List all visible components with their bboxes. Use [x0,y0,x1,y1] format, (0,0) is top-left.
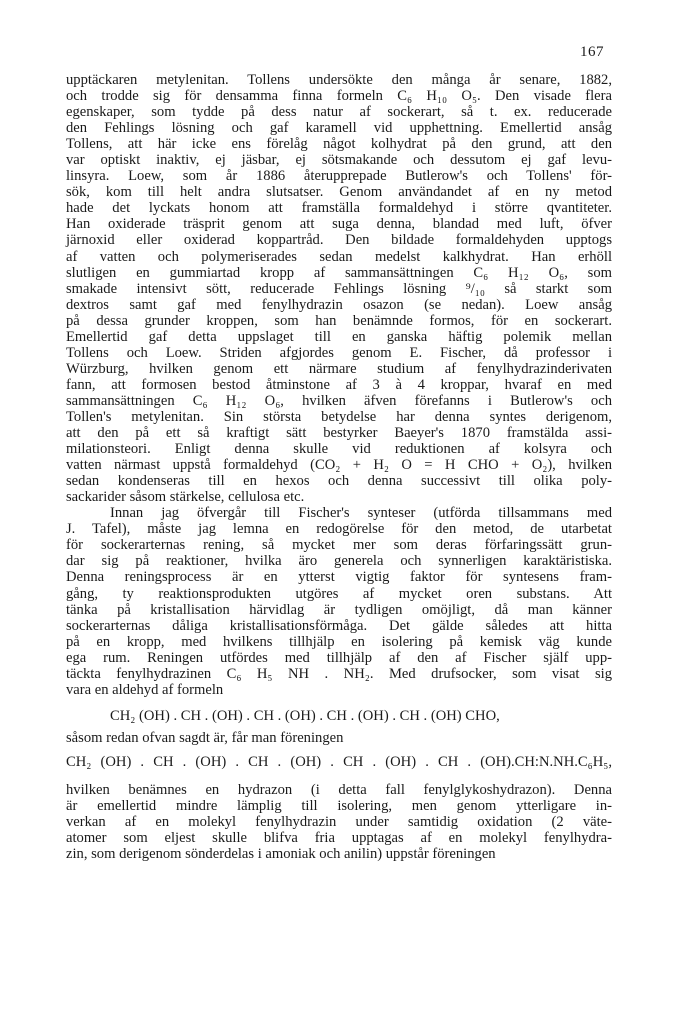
text-line: Tollens, att här icke ens förelåg något kolhydrat på den grund, att den [66,136,612,153]
text-line: sammansättningen C₆ H₁₂ O₆, hvilken äfven förefanns i Butlerow's och [66,392,612,409]
text-line: tänka på kristallisation härvidlag är tydligen omöjligt, då man känner [66,601,612,618]
text-line: hvilken benämnes en hydrazon (i detta fall fenylglykoshydrazon). Denna [66,781,612,798]
formula-hydrazon: CH₂ (OH) . CH . (OH) . CH . (OH) . CH . (OH) . CH . (OH).CH:N.NH.C₆H₅, [66,753,612,770]
text-line: och trodde sig för densamma finna formeln C₆ H₁₀ O₅. Den visade flera [66,88,612,105]
text-line: ega rum. Reningen utfördes med tillhjälp af den af Fischer själf upp- [66,649,612,666]
text-line: Tollen's metylenitan. Sin största betydelse har denna syntes derigenom, [66,408,612,425]
text-line: sedan kondenseras till en hexos och denna successivt till olika poly- [66,473,612,490]
text-line: vatten närmast uppstå formaldehyd (CO₂ + H₂ O = H CHO + O₂), hvilken [66,457,612,474]
text-line: Tollens och Loew. Striden afgjordes genom E. Fischer, då professor i [66,344,612,361]
text-line: af vatten och polymeriserades sedan medelst kalkhydrat. Han erhöll [66,248,612,265]
text-line: för sockerarternas rening, så mycket mer som deras förfaringssätt grun- [66,537,612,554]
text-line: milationsteori. Enligt denna skulle vid reduktionen af kolsyra och [66,441,612,458]
text-line: gång, ty reaktionsprodukten utgöres af mycket oren substans. Att [66,585,612,602]
text-line: Innan jag öfvergår till Fischer's synteser (utförda tillsammans med [110,505,612,522]
text-line: sockerarternas dåliga kristallisationsförmåga. Det gälde således att hitta [66,617,612,634]
text-line: Würzburg, hvilken genom ett närmare studium af fenylhydrazinderivaten [66,360,612,377]
formula-aldehyde: CH₂ (OH) . CH . (OH) . CH . (OH) . CH . (OH) . CH . (OH) CHO, [110,707,500,724]
text-line: Emellertid gaf detta uppslaget till en ganska häftig polemik mellan [66,328,612,345]
text-line: zin, som derigenom sönderdelas i amoniak och anilin) uppstår föreningen [66,846,496,863]
text-line: på en kropp, med hvilkens tillhjälp en isolering på kemisk väg kunde [66,633,612,650]
text-line: dextros samt gaf med fenylhydrazin osazon (se nedan). Loew ansåg [66,296,612,313]
closing-paragraph [66,782,612,862]
text-line: järnoxid eller oxiderad koppartråd. Den bildade formaldehyden upptogs [66,232,612,249]
text-line: verkan af en molekyl fenylhydrazin under samtidig oxidation (2 väte- [66,813,612,830]
interlude-line: såsom redan ofvan sagdt är, får man föreningen [66,729,344,746]
paragraph-1 [66,72,612,505]
text-line: upptäckaren metylenitan. Tollens undersökte den många år senare, 1882, [66,72,612,88]
text-line: är emellertid mindre lämplig till isolering, men genom ytterligare in- [66,797,612,814]
text-line: Han oxiderade träsprit genom att suga denna, blandad med luft, öfver [66,216,612,233]
text-line: täckta fenylhydrazinen C₆ H₅ NH . NH₂. Med drufsocker, som visat sig [66,665,612,682]
text-line: sackarider såsom stärkelse, cellulosa etc. [66,489,305,506]
text-line: slutligen en gummiartad kropp af sammansättningen C₆ H₁₂ O₆, som [66,264,612,281]
text-line: smakade intensivt sött, reducerade Fehlings lösning ⁹/₁₀ så starkt som [66,280,612,297]
text-line: egenskaper, som tydde på dess natur af sockerart, så t. ex. reducerade [66,104,612,121]
text-line: atomer som eljest skulle blifva fria upptagas af en molekyl fenylhydra- [66,830,612,847]
text-line: var optiskt inaktiv, ej jäsbar, ej sötsmakande och dessutom ej gaf levu- [66,152,612,169]
text-line: dar sig på reaktioner, hvilka äro generela och synnerligen karaktäristiska. [66,553,612,570]
text-line: hade det lyckats honom att framställa formaldehyd i större qvantiteter. [66,200,612,217]
text-line: J. Tafel), måste jag lemna en redogörelse för den metod, de utarbetat [66,521,612,538]
text-line: den Fehlings lösning och gaf karamell vid upphettning. Emellertid ansåg [66,120,612,137]
body-text [66,72,612,862]
page-number: 167 [580,44,604,60]
paragraph-2 [66,505,612,698]
text-line: linsyra. Loew, som år 1886 återupprepade Butlerow's och Tollens' för- [66,168,612,185]
text-line: vara en aldehyd af formeln [66,681,224,698]
text-line: fann, att formosen bestod åtminstone af 3 à 4 kroppar, hvaraf en med [66,376,612,393]
text-line: att den på ett så kraftigt sätt bestyrker Baeyer's 1870 framstälda assi- [66,425,612,442]
text-line: Denna reningsprocess är en ytterst vigtig faktor för syntesens fram- [66,569,612,586]
text-line: på dessa grunder kroppen, som han benämnde formos, för en sockerart. [66,312,612,329]
text-line: sök, kom till helt andra slutsatser. Genom användandet af en ny metod [66,184,612,201]
